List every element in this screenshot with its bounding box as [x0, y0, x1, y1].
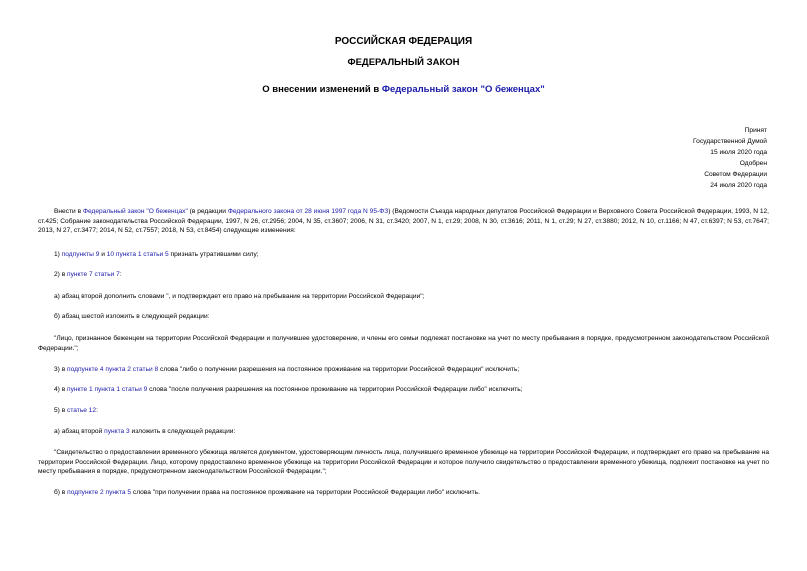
link-article-8[interactable]: подпункте 4 пункта 2 статьи 8 [67, 366, 159, 373]
item-5b [38, 488, 769, 498]
item-2-text-2: : [119, 271, 122, 278]
item-5b-text-1: б) в [54, 489, 68, 496]
link-subpoints-9[interactable]: подпункты 9 [61, 251, 100, 258]
item-1 [38, 250, 769, 260]
link-point-3[interactable]: пункта 3 [104, 428, 130, 435]
intro-text-2: (в редакции [187, 208, 228, 215]
quote-2: "Свидетельство о предоставлении временного убежища является документом, удостоверяющим личность лица, получившего временное убежище на территории Российской Федерации, и подтверждает его право на пребывание на территории Российской Федерации. Лицо, которому предоставлено временное убежище на территории Российской Федерации и которое получило свидетельство о предоставлении временного убежища, подлежит постановке на учет по месту пребывания в порядке, предусмотренном законодательством Российской Федерации."; [38, 449, 769, 476]
link-subpoint-10[interactable]: 10 пункта 1 статьи 5 [106, 251, 169, 258]
item-3-text-2: слова "либо о получении разрешения на постоянное проживание на территории Российской Федерации" исключить; [158, 366, 520, 373]
item-5a [38, 427, 769, 437]
item-5b-text-2: слова "при получении права на постоянное проживание на территории Российской Федерации либо" исключить. [131, 489, 480, 496]
item-2 [38, 270, 769, 280]
item-3-text-1: 3) в [54, 366, 68, 373]
link-article-7[interactable]: пункте 7 статьи 7 [67, 271, 120, 278]
item-1-text-3: признать утратившими силу; [168, 251, 259, 258]
item-2b: б) абзац шестой изложить в следующей редакции: [54, 313, 210, 320]
link-refugee-law-title[interactable]: Федеральный закон "О беженцах" [381, 84, 545, 95]
link-refugee-law[interactable]: Федеральный закон "О беженцах" [82, 208, 188, 215]
item-1-text-1: 1) [54, 251, 62, 258]
approved-date: 24 июля 2020 года [710, 181, 767, 189]
intro-paragraph [38, 207, 769, 236]
accepted-by: Государственной Думой [693, 137, 767, 145]
item-3 [38, 365, 769, 375]
item-1-text-2: и [99, 251, 107, 258]
item-5 [38, 406, 769, 416]
item-4 [38, 385, 769, 395]
title-law-name [0, 84, 807, 95]
approved-label: Одобрен [739, 159, 767, 167]
intro-text-1: Внести в [54, 208, 83, 215]
approved-by: Советом Федерации [704, 170, 767, 178]
link-point-5[interactable]: подпункте 2 пункта 5 [67, 489, 132, 496]
item-4-text-2: слова "после получения разрешения на постоянное проживание на территории Российской Федерации либо" исключить; [147, 386, 523, 393]
adoption-block [567, 126, 767, 191]
link-article-9[interactable]: пункте 1 пункта 1 статьи 9 [67, 386, 148, 393]
item-2-text-1: 2) в [54, 271, 68, 278]
item-5a-text-1: а) абзац второй [54, 428, 105, 435]
item-5-text-2: : [96, 407, 98, 414]
accepted-label: Принят [744, 127, 767, 134]
link-article-12[interactable]: статье 12 [67, 407, 97, 414]
title-law-type: ФЕДЕРАЛЬНЫЙ ЗАКОН [347, 57, 460, 68]
item-5-text-1: 5) в [54, 407, 68, 414]
intro-text-3: ) (Ведомости Съезда народных депутатов Российской Федерации и Верховного Совета Российской Федерации, 1993, N 12, ст.425; Собрание законодательства Российской Федерации, 1997, N 26, ст.2956; 2004, N 35, ст.3607; 2006, N 31, ст.3420; 2007, N 1, ст.29; 2008, N 30, ст.3616; 2011, N 1, ст.29; N 27, ст.3880; 2012, N 10, ст.1166; N 47, ст.6397; N 53, ст.7647; 2013, N 27, ст.3477; 2014, N 52, ст.7557; 2018, N 53, ст.8454) следующие изменения: [38, 208, 769, 235]
title-country: РОССИЙСКАЯ ФЕДЕРАЦИЯ [334, 36, 473, 47]
accepted-date: 15 июля 2020 года [710, 148, 767, 156]
link-law-95fz[interactable]: Федерального закона от 28 июня 1997 года N 95-ФЗ [227, 208, 389, 215]
quote-1: "Лицо, признанное беженцем на территории Российской Федерации и получившее удостоверение, и члены его семьи подлежат постановке на учет по месту пребывания в порядке, предусмотренном законодательством Российской Федерации."; [38, 335, 769, 352]
item-2a: а) абзац второй дополнить словами ", и подтверждает его право на пребывание на территории Российской Федерации"; [54, 293, 425, 300]
item-4-text-1: 4) в [54, 386, 68, 393]
title-law-name-prefix: О внесении изменений в [262, 84, 382, 95]
item-5a-text-2: изложить в следующей редакции: [129, 428, 236, 435]
